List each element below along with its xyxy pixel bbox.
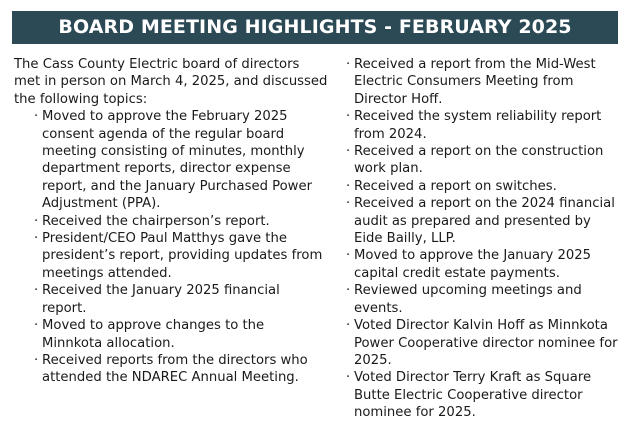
topics-list-left bbox=[14, 108, 328, 387]
list-item-text: Moved to approve the February 2025 consent agenda of the regular board meeting consisting of minutes, monthly department reports, director expense report, and the January Purchased Power Adjustment (PPA). bbox=[42, 109, 313, 212]
list-item-text: Received a report on switches. bbox=[354, 178, 557, 194]
bullet-icon: · bbox=[34, 283, 39, 299]
list-item bbox=[346, 282, 622, 317]
newsletter-banner: BOARD MEETING HIGHLIGHTS - FEBRUARY 2025 bbox=[12, 11, 618, 44]
list-item bbox=[346, 369, 622, 421]
bullet-icon: · bbox=[346, 318, 351, 334]
list-item bbox=[346, 108, 622, 143]
list-item-text: Voted Director Kalvin Hoff as Minnkota Power Cooperative director nominee for 2025. bbox=[354, 318, 618, 368]
bullet-icon: · bbox=[346, 109, 351, 125]
bullet-icon: · bbox=[346, 248, 351, 264]
left-column bbox=[14, 56, 328, 387]
list-item-text: Moved to approve the January 2025 capital credit estate payments. bbox=[354, 248, 592, 281]
list-item bbox=[346, 143, 622, 178]
list-item-text: Received a report on the construction work plan. bbox=[354, 144, 604, 177]
list-item bbox=[346, 317, 622, 369]
list-item-text: President/CEO Paul Matthys gave the president’s report, providing updates from meetings attended. bbox=[42, 231, 323, 281]
bullet-icon: · bbox=[34, 213, 39, 229]
bullet-icon: · bbox=[34, 352, 39, 368]
bullet-icon: · bbox=[34, 109, 39, 125]
list-item-text: Reviewed upcoming meetings and events. bbox=[354, 283, 582, 316]
list-item bbox=[346, 247, 622, 282]
bullet-icon: · bbox=[34, 318, 39, 334]
list-item-text: Received a report on the 2024 financial audit as prepared and presented by Eide Bailly, LLP. bbox=[354, 196, 615, 247]
list-item-text: Voted Director Terry Kraft as Square Butte Electric Cooperative director nominee for 2025. bbox=[354, 370, 592, 421]
list-item bbox=[34, 108, 328, 212]
topics-list-right bbox=[346, 56, 622, 422]
bullet-icon: · bbox=[346, 178, 351, 194]
bullet-icon: · bbox=[346, 283, 351, 299]
list-item bbox=[34, 282, 328, 317]
bullet-icon: · bbox=[346, 196, 351, 212]
bullet-icon: · bbox=[34, 231, 39, 247]
list-item-text: Moved to approve changes to the Minnkota allocation. bbox=[42, 318, 265, 351]
list-item-text: Received reports from the directors who attended the NDAREC Annual Meeting. bbox=[42, 352, 308, 386]
bullet-icon: · bbox=[346, 144, 351, 160]
intro-paragraph: The Cass County Electric board of directors met in person on March 4, 2025, and discussed the following topics: bbox=[14, 57, 328, 107]
list-item-text: Received the January 2025 financial report. bbox=[42, 283, 280, 316]
list-item bbox=[34, 317, 328, 352]
list-item bbox=[346, 56, 622, 108]
list-item bbox=[34, 352, 328, 387]
list-item-text: Received the chairperson’s report. bbox=[42, 213, 270, 229]
list-item bbox=[346, 178, 622, 195]
bullet-icon: · bbox=[346, 57, 351, 72]
bullet-icon: · bbox=[346, 370, 351, 386]
list-item bbox=[34, 213, 328, 230]
list-item-text: Received the system reliability report from 2024. bbox=[354, 109, 602, 142]
list-item bbox=[34, 230, 328, 282]
list-item bbox=[346, 195, 622, 247]
right-column bbox=[346, 56, 622, 422]
list-item-text: Received a report from the Mid-West Electric Consumers Meeting from Director Hoff. bbox=[354, 57, 596, 107]
